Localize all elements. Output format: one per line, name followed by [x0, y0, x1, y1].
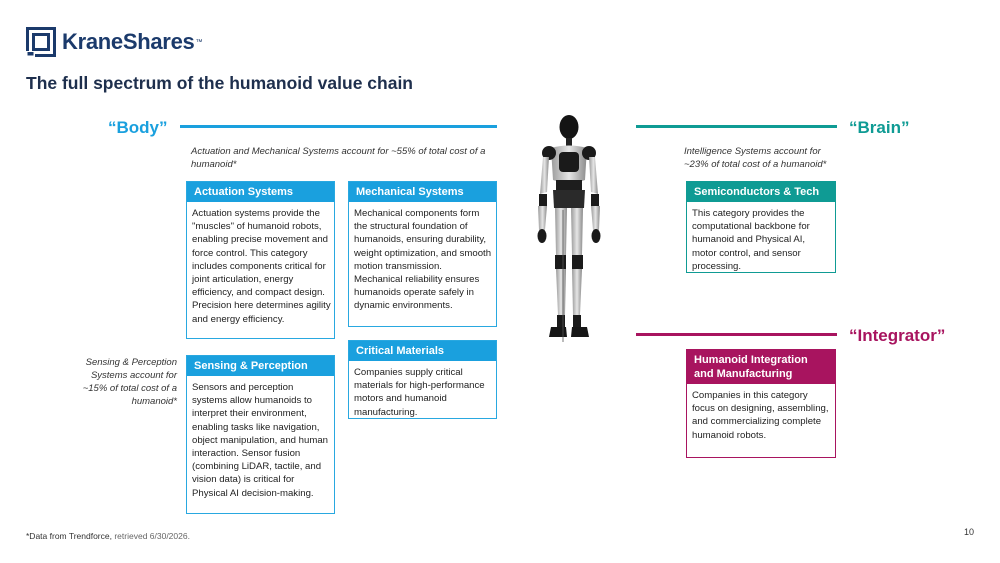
brain-cost-note: Intelligence Systems account for ~23% of total cost of a humanoid* [684, 146, 827, 170]
body-label: “Body” [108, 118, 168, 137]
card-body: Mechanical components form the structural foundation of humanoids, ensuring durability, weight optimization, and smooth motion transmission. Mechanical reliability ensures humanoids operate safely in dynamic environments. [354, 208, 492, 312]
footer-retrieved: retrieved 6/30/2026. [111, 531, 190, 541]
sensing-cost-note: Sensing & Perception Systems account for ~15% of total cost of a humanoid* [82, 357, 177, 407]
brand-name: KraneShares [62, 29, 195, 54]
sensing-perception-card [186, 355, 335, 514]
card-body: Companies supply critical materials for high-performance motors and humanoid manufacturing. [354, 367, 485, 418]
card-title: Semiconductors & Tech [687, 182, 835, 202]
brain-label: “Brain” [849, 118, 910, 137]
page-title: The full spectrum of the humanoid value chain [26, 73, 413, 93]
actuation-systems-card [186, 181, 335, 339]
krane-square-logo-icon [26, 27, 56, 57]
body-rule [180, 125, 497, 128]
card-body: Sensors and perception systems allow humanoids to interpret their environment, enabling tasks like navigation, object manipulation, and human interaction. Sensor fusion (combining LiDAR, tactile, and vision data) is critical for Physical AI decision-making. [192, 382, 329, 499]
card-body: This category provides the computational backbone for humanoid and Physical AI, motor control, and sensor processing. [692, 208, 810, 272]
humanoid-integration-card [686, 349, 836, 458]
page-number: 10 [964, 527, 975, 537]
card-title: Mechanical Systems [349, 182, 496, 202]
card-title: Humanoid Integration and Manufacturing [687, 350, 835, 384]
brand-trademark: ™ [195, 38, 203, 46]
card-title: Critical Materials [349, 341, 496, 361]
mechanical-systems-card [348, 181, 497, 327]
semiconductors-tech-card [686, 181, 836, 273]
critical-materials-card [348, 340, 497, 419]
card-body: Companies in this category focus on designing, assembling, and commercializing complete humanoid robots. [692, 390, 829, 441]
brain-rule [636, 125, 837, 128]
kraneshares-logo [26, 26, 202, 58]
humanoid-robot-illustration-icon [518, 110, 618, 350]
card-title: Sensing & Perception [187, 356, 334, 376]
card-body: Actuation systems provide the "muscles" of humanoid robots, enabling precise movement and force control. This category includes components critical for joint articulation, energy efficiency, and compact design. Precision here determines agility and energy efficiency. [192, 208, 331, 325]
footer-source-note [26, 531, 190, 541]
integrator-label: “Integrator” [849, 326, 946, 345]
integrator-rule [636, 333, 837, 336]
body-cost-note: Actuation and Mechanical Systems account for ~55% of total cost of a humanoid* [191, 146, 486, 170]
card-title: Actuation Systems [187, 182, 334, 202]
footer-source: *Data from Trendforce, [26, 531, 112, 541]
